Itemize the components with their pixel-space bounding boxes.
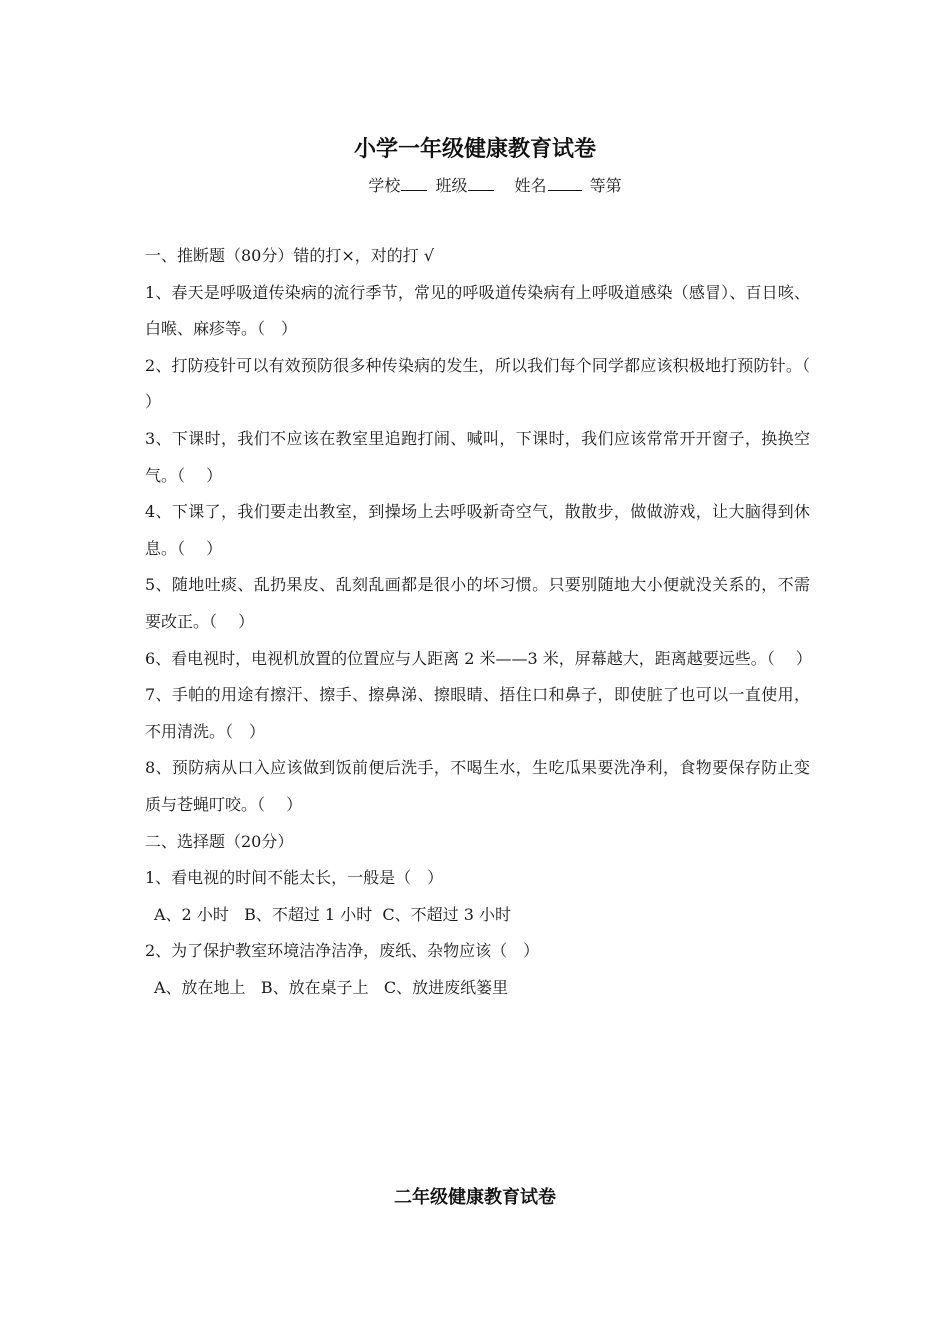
name-blank xyxy=(548,174,582,191)
judgment-question-5: 5、随地吐痰、乱扔果皮、乱刻乱画都是很小的坏习惯。只要别随地大小便就没关系的，不需要改正。（ ） xyxy=(145,575,810,631)
choice-question-2: 2、为了保护教室环境洁净洁净，废纸、杂物应该（ ） xyxy=(145,941,540,961)
judgment-question-3: 3、下课时，我们不应该在教室里追跑打闹、喊叫，下课时，我们应该常常开开窗子，换换空气。（ ） xyxy=(145,428,810,485)
judgment-question-4: 4、下课了，我们要走出教室，到操场上去呼吸新奇空气，散散步，做做游戏，让大脑得到休息。（ ） xyxy=(145,502,810,558)
class-label: 班级 xyxy=(435,176,468,195)
school-label: 学校 xyxy=(368,176,401,195)
school-blank xyxy=(401,174,427,191)
judgment-question-7: 7、手帕的用途有擦汗、擦手、擦鼻涕、擦眼睛、捂住口和鼻子，即使脏了也可以一直使用，不用清洗。（ ） xyxy=(145,685,810,741)
judgment-question-2: 2、打防疫针可以有效预防很多种传染病的发生，所以我们每个同学都应该积极地打预防针。（ ） xyxy=(145,355,832,412)
section2-heading: 二、选择题（20分） xyxy=(145,831,294,851)
name-label: 姓名 xyxy=(514,176,547,195)
section1-heading: 一、推断题（80分）错的打×，对的打 √ xyxy=(145,246,435,265)
exam-body xyxy=(145,238,832,1006)
choice-question-1: 1、看电视的时间不能太长，一般是（ ） xyxy=(145,868,444,888)
choice-question-2-options: A、放在地上 B、放在桌子上 C、放进废纸篓里 xyxy=(154,977,509,997)
student-info-line xyxy=(0,174,950,198)
choice-question-1-options: A、2 小时 B、不超过 1 小时 C、不超过 3 小时 xyxy=(154,904,511,924)
grade-label: 等第 xyxy=(589,176,622,195)
judgment-question-1: 1、春天是呼吸道传染病的流行季节，常见的呼吸道传染病有上呼吸道感染（感冒）、百日咳、白喉、麻疹等。（ ） xyxy=(145,282,810,339)
judgment-question-8: 8、预防病从口入应该做到饭前便后洗手，不喝生水，生吃瓜果要洗净利，食物要保存防止变质与苍蝇叮咬。（ ） xyxy=(145,758,810,814)
next-exam-title: 二年级健康教育试卷 xyxy=(394,1187,556,1208)
class-blank xyxy=(468,174,494,191)
page-title: 小学一年级健康教育试卷 xyxy=(353,137,596,162)
judgment-question-6: 6、看电视时，电视机放置的位置应与人距离 2 米——3 米，屏幕越大，距离越要远些。（ ） xyxy=(145,648,812,668)
